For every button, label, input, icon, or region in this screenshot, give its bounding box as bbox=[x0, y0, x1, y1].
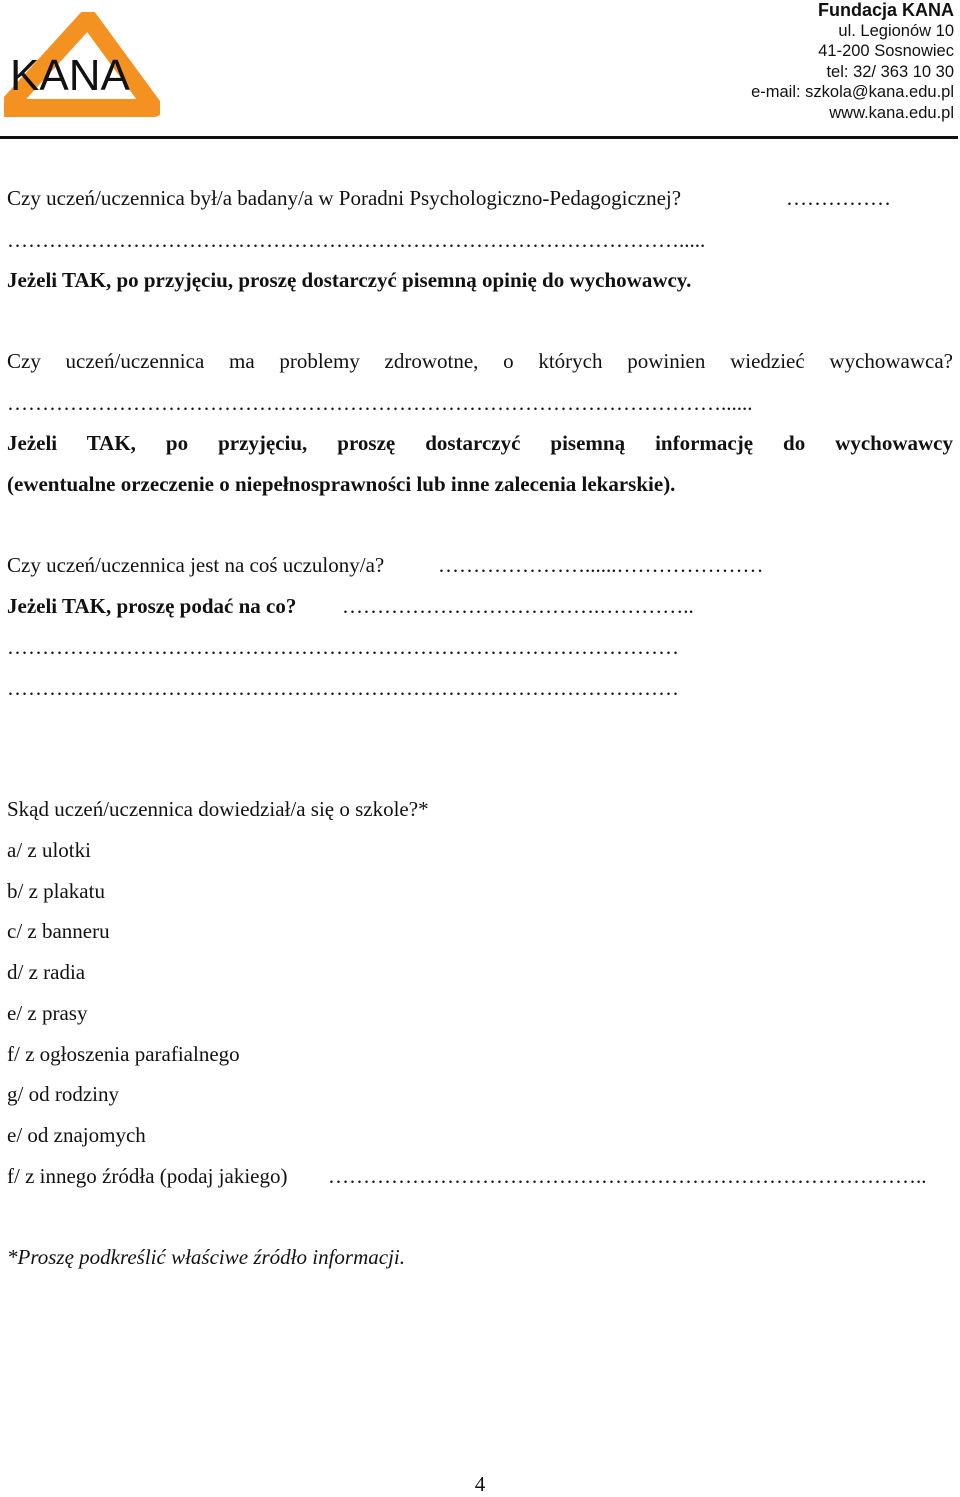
q4-option-e: e/ z prasy bbox=[7, 1001, 88, 1025]
q4-option-f: f/ z ogłoszenia parafialnego bbox=[7, 1042, 240, 1066]
q2-answer-dots: …………………………………………………………………………………………...... bbox=[7, 391, 753, 415]
q4-other-dots: ………………………………………………………………………….. bbox=[328, 1164, 927, 1188]
q4-option-e2: e/ od znajomych bbox=[7, 1123, 146, 1147]
org-street: ul. Legionów 10 bbox=[838, 21, 954, 40]
q4-option-g: g/ od rodziny bbox=[7, 1082, 119, 1106]
q1-instruction: Jeżeli TAK, po przyjęciu, proszę dostarczyć pisemną opinię do wychowawcy. bbox=[7, 268, 692, 292]
header-divider bbox=[0, 136, 958, 139]
q1-answer-dots-b: ……………………………………………………………………………………..... bbox=[7, 228, 706, 252]
q2-instruction-line2: (ewentualne orzeczenie o niepełnosprawności lub inne zalecenia lekarskie). bbox=[7, 472, 676, 496]
q2-question: Czy uczeń/uczennica ma problemy zdrowotne, o których powinien wiedzieć wychowawca? bbox=[7, 349, 953, 373]
footnote: *Proszę podkreślić właściwe źródło informacji. bbox=[7, 1245, 406, 1269]
q3-dots-line1: …………………………………………………………………………………… bbox=[7, 635, 679, 659]
q3-answer-dots: …………………......………………… bbox=[438, 553, 764, 577]
logo-text: KANA bbox=[10, 51, 130, 100]
q3-dots-line2: …………………………………………………………………………………… bbox=[7, 676, 679, 700]
org-phone: tel: 32/ 363 10 30 bbox=[826, 62, 954, 81]
org-website: www.kana.edu.pl bbox=[829, 103, 954, 122]
q4-option-a: a/ z ulotki bbox=[7, 838, 91, 862]
q4-option-other: f/ z innego źródła (podaj jakiego) bbox=[7, 1164, 288, 1188]
org-name: Fundacja KANA bbox=[817, 0, 954, 20]
q1-answer-dots-a: …………… bbox=[786, 186, 891, 210]
kana-logo bbox=[4, 12, 160, 120]
org-city: 41-200 Sosnowiec bbox=[818, 42, 954, 60]
q2-instruction-line1: Jeżeli TAK, po przyjęciu, proszę dostarczyć pisemną informację do wychowawcy bbox=[7, 431, 953, 455]
q4-option-d: d/ z radia bbox=[7, 960, 86, 984]
page-number: 4 bbox=[474, 1472, 486, 1496]
org-email: e-mail: szkola@kana.edu.pl bbox=[751, 83, 954, 101]
q4-question: Skąd uczeń/uczennica dowiedział/a się o szkole?* bbox=[7, 797, 429, 821]
contact-block bbox=[751, 0, 954, 123]
q4-option-c: c/ z banneru bbox=[7, 919, 110, 943]
q3-followup-dots: ……………………………….………….. bbox=[342, 594, 694, 618]
q3-followup: Jeżeli TAK, proszę podać na co? bbox=[7, 594, 297, 618]
q3-question: Czy uczeń/uczennica jest na coś uczulony/a? bbox=[7, 553, 385, 577]
q4-option-b: b/ z plakatu bbox=[7, 879, 105, 903]
q1-question: Czy uczeń/uczennica był/a badany/a w Poradni Psychologiczno-Pedagogicznej? bbox=[7, 186, 682, 210]
